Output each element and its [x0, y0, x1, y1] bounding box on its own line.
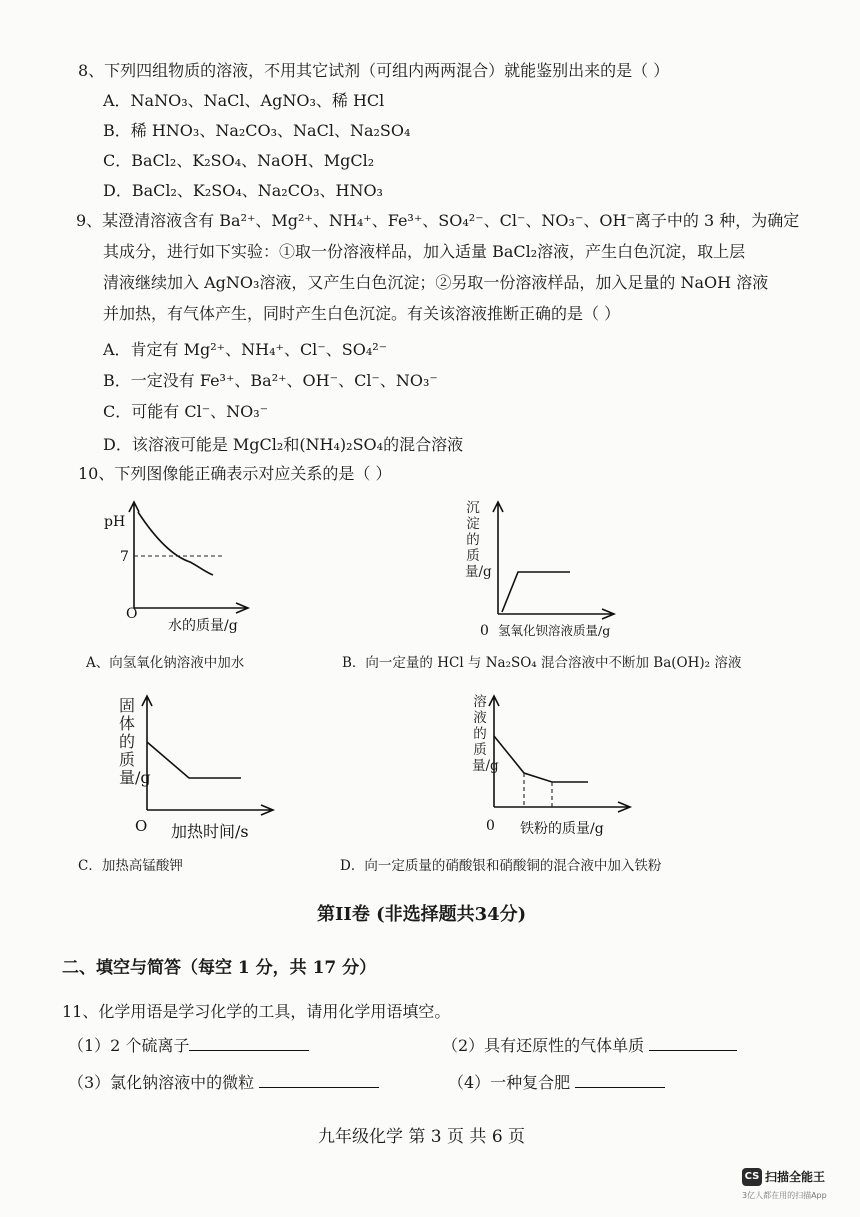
- q9-option-a: A．肯定有 Mg²⁺、NH₄⁺、Cl⁻、SO₄²⁻: [103, 340, 388, 359]
- graph-c-y-label: 固体的质量/g: [119, 696, 151, 787]
- graph-a-y-axis: [129, 502, 139, 608]
- graph-b-x-axis: [498, 609, 614, 619]
- q8-option-b: B．稀 HNO₃、Na₂CO₃、NaCl、Na₂SO₄: [103, 121, 411, 140]
- graph-d-x-axis: [494, 802, 630, 812]
- q11-item-3: [68, 1071, 379, 1094]
- graph-c-x-axis: [147, 805, 273, 815]
- q9-stem-line-1: 9、某澄清溶液含有 Ba²⁺、Mg²⁺、NH₄⁺、Fe³⁺、SO₄²⁻、Cl⁻、NO₃⁻、OH⁻离子中的 3 种，为确定: [76, 211, 800, 230]
- q11-item-2-blank[interactable]: [649, 1034, 737, 1051]
- graph-d: [488, 692, 648, 842]
- graph-b: [480, 498, 630, 648]
- graph-c-origin: O: [135, 817, 148, 835]
- section-title: 第II卷 (非选择题共34分): [317, 904, 527, 925]
- graph-c-y-axis: [142, 696, 152, 810]
- graph-d-origin: 0: [486, 818, 495, 834]
- q11-item-4-label: （4）一种复合肥: [448, 1073, 571, 1092]
- graph-d-x-label: 铁粉的质量/g: [520, 821, 604, 837]
- graph-d-y-axis: [489, 696, 499, 807]
- scanner-tagline: 3亿人都在用的扫描App: [742, 1191, 827, 1200]
- q11-stem: 11、化学用语是学习化学的工具，请用化学用语填空。: [62, 1002, 451, 1021]
- graph-c: [135, 692, 295, 842]
- graph-b-caption: B．向一定量的 HCl 与 Na₂SO₄ 混合溶液中不断加 Ba(OH)₂ 溶液: [342, 655, 742, 671]
- q11-item-3-blank[interactable]: [259, 1071, 379, 1088]
- graph-a-curve: [138, 512, 213, 575]
- graph-b-y-axis: [493, 502, 503, 614]
- q11-item-3-label: （3）氯化钠溶液中的微粒: [68, 1073, 255, 1092]
- graph-b-origin: 0: [480, 623, 489, 639]
- graph-a-origin: O: [126, 606, 138, 622]
- q11-item-1-blank[interactable]: [189, 1034, 309, 1051]
- graph-b-y-label: 沉淀的质量/g: [465, 500, 492, 580]
- graph-a: [100, 498, 260, 648]
- graph-d-y-label: 溶液的质量/g: [472, 694, 499, 774]
- graph-a-x-label: 水的质量/g: [168, 618, 238, 634]
- q11-item-1: [68, 1034, 309, 1057]
- graph-b-x-label: 氢氧化钡溶液质量/g: [498, 623, 611, 638]
- scanner-watermark: [742, 1166, 827, 1200]
- q11-item-4: [448, 1071, 665, 1094]
- q8-stem: 8、下列四组物质的溶液，不用其它试剂（可组内两两混合）就能鉴别出来的是（ ）: [78, 61, 670, 80]
- q10-stem: 10、下列图像能正确表示对应关系的是（ ）: [78, 464, 392, 483]
- part2-heading: 二、填空与简答（每空 1 分，共 17 分）: [62, 958, 377, 978]
- q9-option-c: C．可能有 Cl⁻、NO₃⁻: [103, 402, 269, 421]
- graph-c-x-label: 加热时间/s: [171, 822, 249, 841]
- q11-item-2: [442, 1034, 737, 1057]
- graph-c-curve: [147, 742, 241, 778]
- q8-option-c: C．BaCl₂、K₂SO₄、NaOH、MgCl₂: [103, 151, 375, 170]
- graph-c-caption: C．加热高锰酸钾: [78, 858, 183, 874]
- graph-b-curve: [502, 572, 570, 612]
- graph-d-caption: D．向一定质量的硝酸银和硝酸铜的混合液中加入铁粉: [340, 858, 662, 874]
- page-footer: 九年级化学 第 3 页 共 6 页: [318, 1127, 526, 1147]
- graph-a-y-label: pH: [104, 514, 126, 530]
- graph-a-caption: A、向氢氧化钠溶液中加水: [86, 655, 245, 671]
- q9-option-b: B．一定没有 Fe³⁺、Ba²⁺、OH⁻、Cl⁻、NO₃⁻: [103, 371, 438, 390]
- q11-item-2-label: （2）具有还原性的气体单质: [442, 1036, 645, 1055]
- q8-option-d: D．BaCl₂、K₂SO₄、Na₂CO₃、HNO₃: [103, 181, 383, 200]
- q11-item-1-label: （1）2 个硫离子: [68, 1036, 190, 1055]
- q11-item-4-blank[interactable]: [575, 1071, 665, 1088]
- graph-a-x-axis: [134, 603, 248, 613]
- q9-option-d: D．该溶液可能是 MgCl₂和(NH₄)₂SO₄的混合溶液: [103, 435, 464, 454]
- scanner-logo-icon: CS: [742, 1168, 762, 1186]
- q9-stem-line-3: 清液继续加入 AgNO₃溶液，又产生白色沉淀；②另取一份溶液样品，加入足量的 NaOH 溶液: [103, 273, 769, 292]
- graph-d-curve: [494, 736, 588, 782]
- scanner-app-name: 扫描全能王: [765, 1170, 826, 1184]
- q8-option-a: A．NaNO₃、NaCl、AgNO₃、稀 HCl: [103, 91, 385, 110]
- q9-stem-line-4: 并加热，有气体产生，同时产生白色沉淀。有关该溶液推断正确的是（ ）: [103, 304, 621, 323]
- graph-a-mark: 7: [120, 549, 129, 565]
- q9-stem-line-2: 其成分，进行如下实验：①取一份溶液样品，加入适量 BaCl₂溶液，产生白色沉淀，取上层: [103, 242, 746, 261]
